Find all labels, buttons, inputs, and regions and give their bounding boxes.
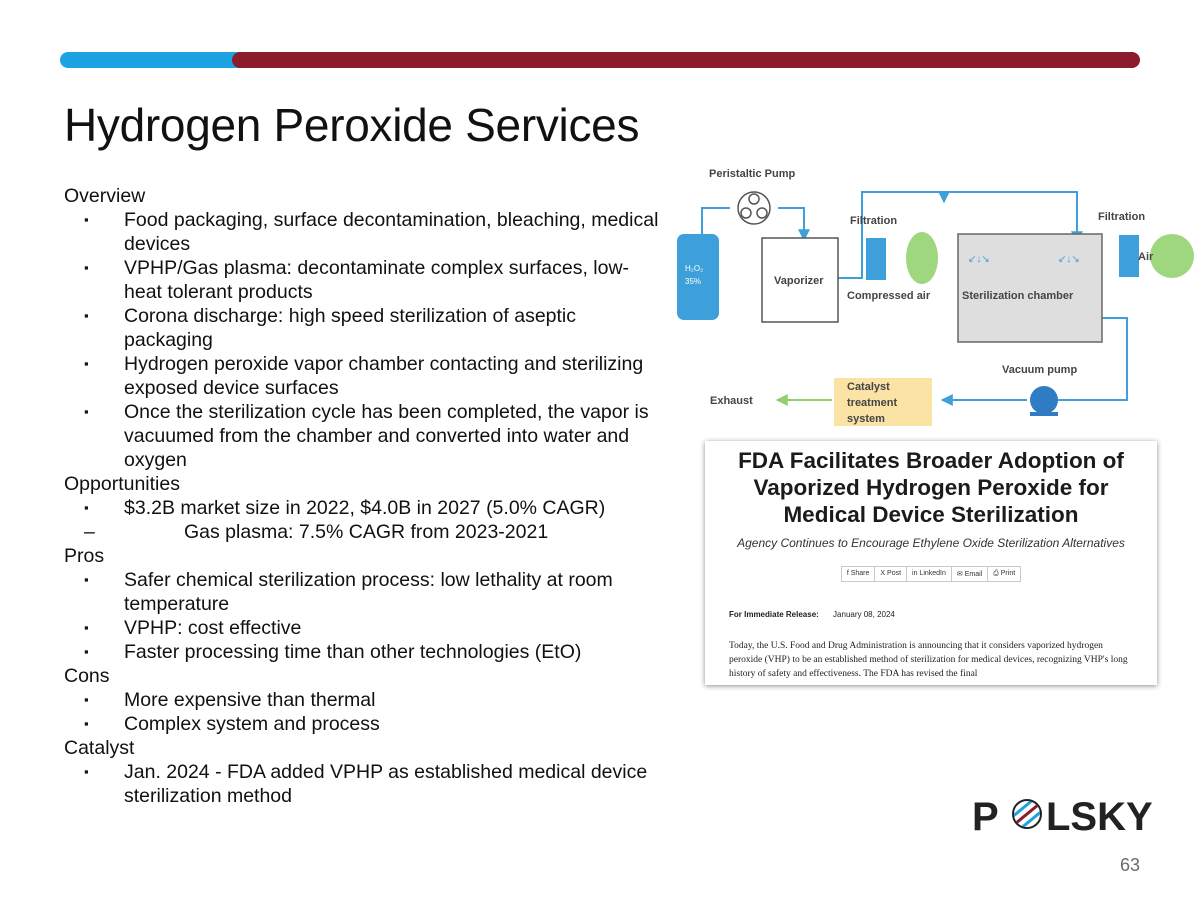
fda-news-clipping: [705, 441, 1157, 685]
sterilization-chamber: [958, 234, 1102, 342]
share-email-button[interactable]: ✉ Email: [952, 566, 988, 582]
vacuum-pump-label: Vacuum pump: [1002, 364, 1078, 376]
share-linkedin-button[interactable]: in LinkedIn: [907, 566, 952, 582]
news-body: Today, the U.S. Food and Drug Administration is announcing that it considers vaporized hydrogen peroxide (VHP) to be an established method of sterilization for medical devices, recognizing VHP's long history of safety and effectiveness. The FDA has revised the final: [729, 641, 1128, 679]
accent-bar-red: [232, 52, 1140, 68]
opportunities-list: [64, 496, 664, 520]
peristaltic-pump-icon: [738, 192, 770, 224]
catalyst-list: [64, 760, 664, 808]
list-item: ▪ Complex system and process: [64, 712, 664, 736]
list-item: ▪ More expensive than thermal: [64, 688, 664, 712]
air-label: Air: [1138, 251, 1154, 263]
list-item: ▪ Safer chemical sterilization process: low lethality at room temperature: [64, 568, 664, 616]
svg-text:P: P: [972, 795, 999, 839]
news-subheadline: Agency Continues to Encourage Ethylene Oxide Sterilization Alternatives: [737, 536, 1125, 550]
filtration-right-label: Filtration: [1098, 211, 1146, 223]
list-item: ▪ Food packaging, surface decontamination, bleaching, medical devices: [64, 208, 664, 256]
catalyst-label-3: system: [847, 413, 885, 425]
polsky-logo: [970, 792, 1153, 840]
page-title: Hydrogen Peroxide Services: [64, 99, 640, 151]
section-heading-pros: Pros: [64, 545, 105, 567]
section-heading-catalyst: Catalyst: [64, 737, 135, 759]
cons-list: [64, 688, 664, 736]
share-bar: [705, 566, 1157, 582]
section-heading-opportunities: Opportunities: [64, 473, 180, 495]
chamber-arrows-left: ↙↓↘: [968, 254, 990, 265]
vaporizer-label: Vaporizer: [774, 275, 824, 287]
compressed-air-label: Compressed air: [847, 290, 931, 302]
list-item: ▪ Once the sterilization cycle has been completed, the vapor is vacuumed from the chamber and converted into water and oxygen: [64, 400, 664, 472]
page-number: 63: [1119, 855, 1140, 875]
sterilization-chamber-label: Sterilization chamber: [962, 290, 1074, 302]
opportunities-sublist: [64, 520, 664, 544]
share-facebook-button[interactable]: f Share: [841, 566, 876, 582]
filtration-left-label: Filtration: [850, 215, 898, 227]
section-heading-cons: Cons: [64, 665, 110, 687]
svg-text:LSKY: LSKY: [1046, 795, 1153, 839]
slide-content: [64, 184, 664, 808]
sterilization-diagram: [672, 158, 1154, 438]
h2o2-label: H₂O₂: [685, 264, 704, 273]
share-x-button[interactable]: X Post: [875, 566, 907, 582]
catalyst-label-2: treatment: [847, 397, 898, 409]
accent-bar-blue: [60, 52, 260, 68]
catalyst-label-1: Catalyst: [847, 381, 890, 393]
list-item: ▪ Hydrogen peroxide vapor chamber contacting and sterilizing exposed device surfaces: [64, 352, 664, 400]
peristaltic-pump-label: Peristaltic Pump: [709, 168, 796, 180]
logo-mark-icon: [1002, 788, 1052, 840]
list-item: ▪ Jan. 2024 - FDA added VPHP as established medical device sterilization method: [64, 760, 664, 808]
release-label: For Immediate Release:: [729, 610, 819, 619]
release-date: January 08, 2024: [833, 610, 895, 619]
chamber-arrows-right: ↙↓↘: [1058, 254, 1080, 265]
filtration-right-filter: [1119, 235, 1139, 277]
print-button[interactable]: ⎙ Print: [988, 566, 1021, 582]
filtration-left-filter: [866, 238, 886, 280]
sub-list-item-text: Gas plasma: 7.5% CAGR from 2023-2021: [184, 521, 549, 543]
sub-list-item: [64, 520, 664, 544]
overview-list: [64, 208, 664, 472]
section-heading-overview: Overview: [64, 185, 146, 207]
pros-list: [64, 568, 664, 664]
list-item: ▪ Faster processing time than other technologies (EtO): [64, 640, 664, 664]
list-item: ▪ VPHP: cost effective: [64, 616, 664, 640]
list-item: ▪ Corona discharge: high speed sterilization of aseptic packaging: [64, 304, 664, 352]
air-intake: [1150, 234, 1194, 278]
compressed-air-tank: [906, 232, 938, 284]
h2o2-percent: 35%: [685, 277, 702, 286]
news-headline: FDA Facilitates Broader Adoption of Vaporized Hydrogen Peroxide for Medical Device Sterilization: [738, 448, 1124, 527]
exhaust-label: Exhaust: [710, 395, 753, 407]
list-item: ▪ VPHP/Gas plasma: decontaminate complex surfaces, low-heat tolerant products: [64, 256, 664, 304]
vacuum-pump-icon: [1030, 386, 1058, 416]
release-line: [729, 610, 1157, 619]
list-item: ▪ $3.2B market size in 2022, $4.0B in 2027 (5.0% CAGR): [64, 496, 664, 520]
